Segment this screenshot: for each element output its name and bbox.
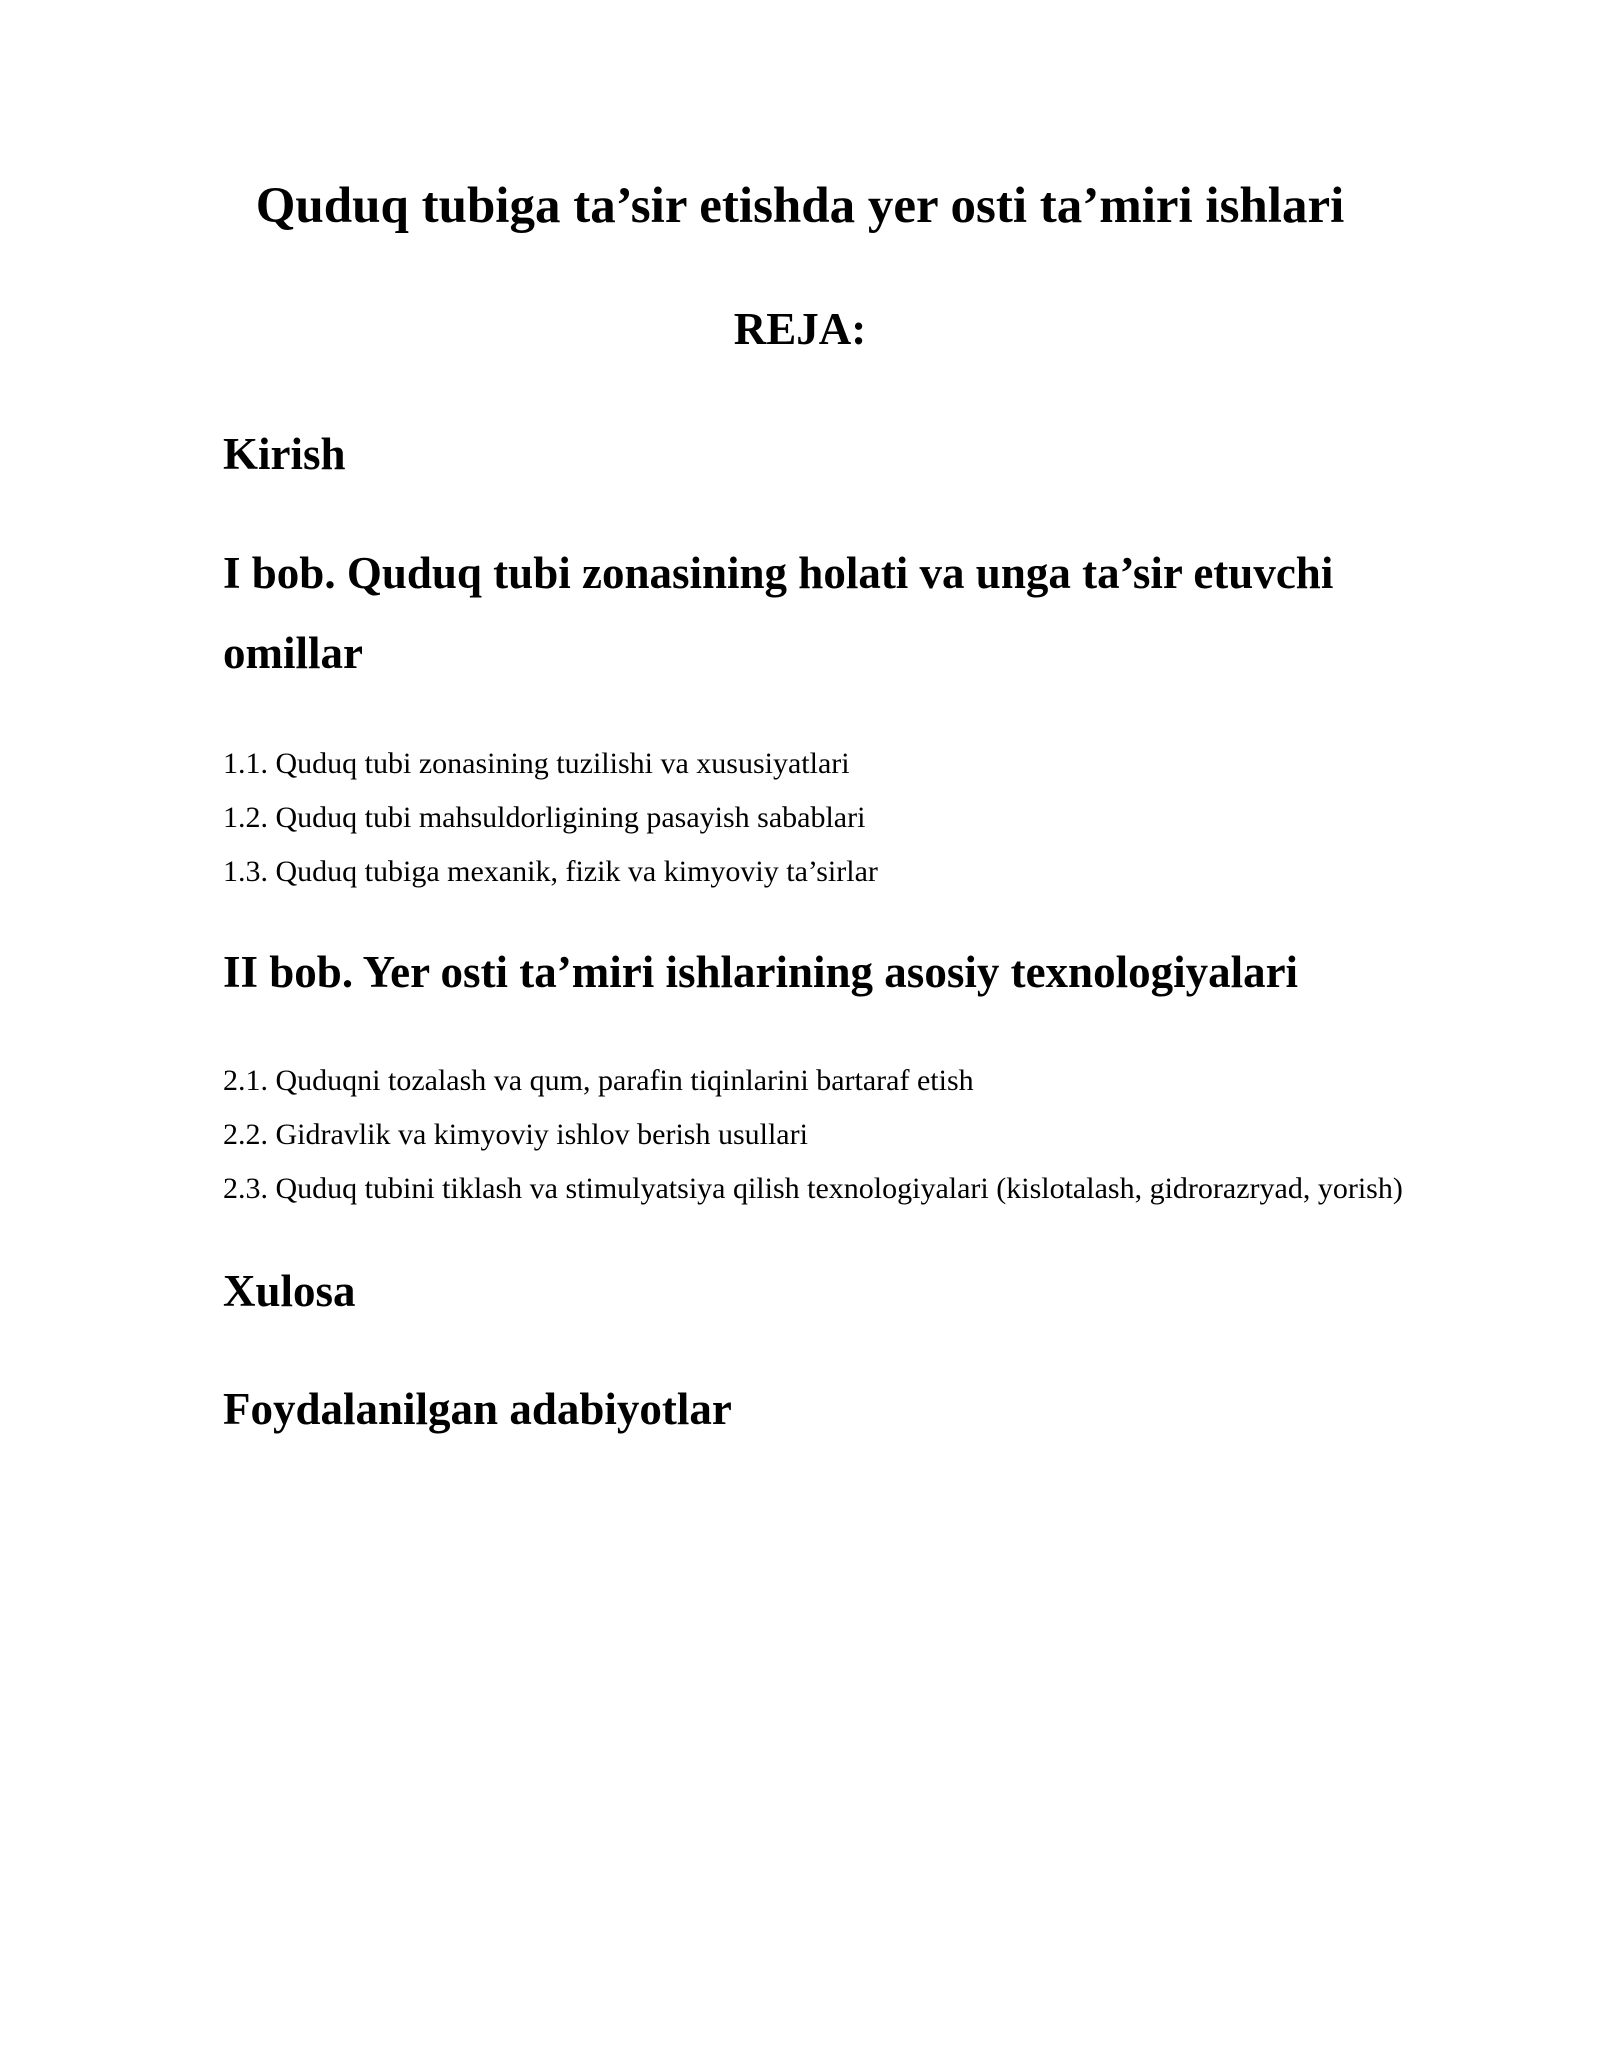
list-item: 2.2. Gidravlik va kimyoviy ishlov berish usullari: [223, 1118, 808, 1151]
section-heading-conclusion: Xulosa: [223, 1266, 356, 1316]
chapter-1-subsection-list: [223, 737, 1523, 899]
chapter-heading-1: I bob. Quduq tubi zonasining holati va unga ta’sir etuvchi omillar: [223, 548, 1334, 678]
chapter-heading-2: II bob. Yer osti ta’miri ishlarining asosiy texnologiyalari: [223, 947, 1299, 997]
list-item: 1.1. Quduq tubi zonasining tuzilishi va xususiyatlari: [223, 747, 850, 780]
section-heading-references: Foydalanilgan adabiyotlar: [223, 1384, 732, 1434]
list-item: 1.3. Quduq tubiga mexanik, fizik va kimyoviy ta’sirlar: [223, 855, 878, 888]
section-heading-intro: Kirish: [223, 429, 346, 479]
chapter-2-subsection-list: [223, 1054, 1523, 1216]
list-item: 2.3. Quduq tubini tiklash va stimulyatsiya qilish texnologiyalari (kislotalash, gidrorazryad, yorish): [223, 1172, 1403, 1205]
list-item: 1.2. Quduq tubi mahsuldorligining pasayish sabablari: [223, 801, 866, 834]
document-title: Quduq tubiga ta’sir etishda yer osti ta’miri ishlari: [255, 178, 1345, 234]
list-item: 2.1. Quduqni tozalash va qum, parafin tiqinlarini bartaraf etish: [223, 1064, 974, 1097]
plan-heading: REJA:: [733, 304, 867, 354]
